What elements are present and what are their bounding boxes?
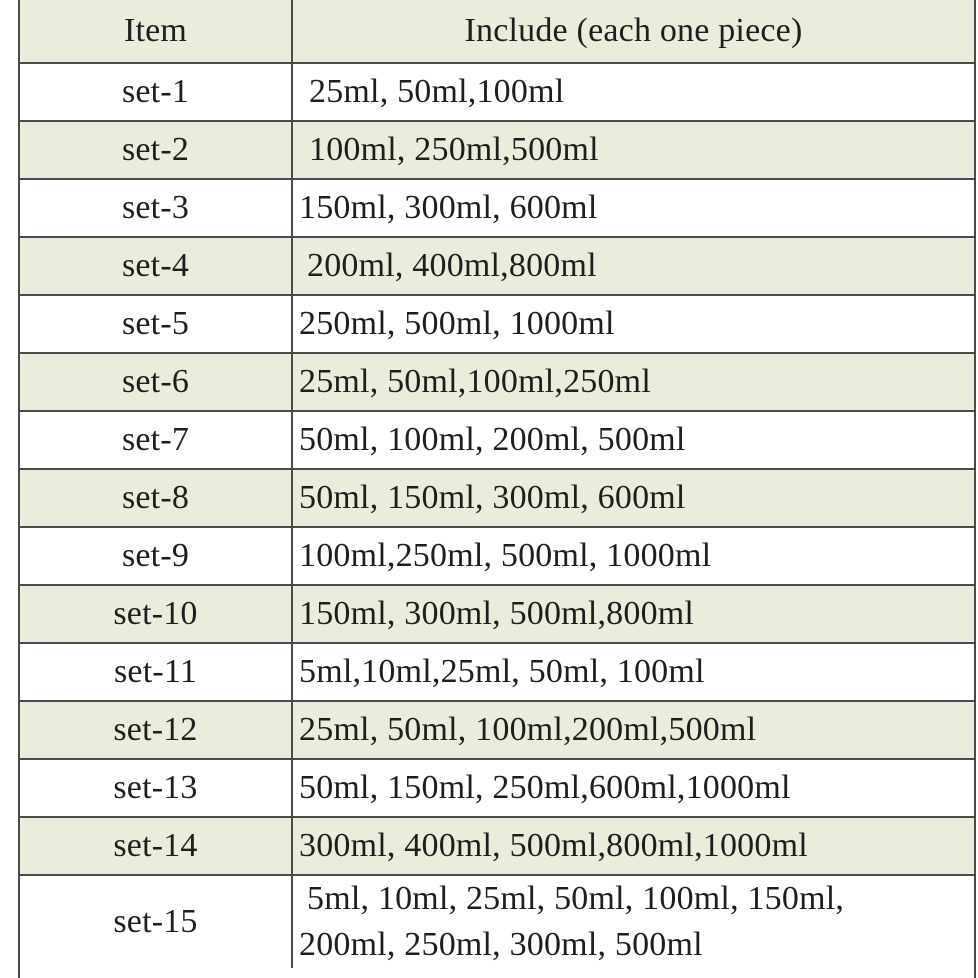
item-cell: set-13	[20, 759, 292, 817]
include-cell: 50ml, 150ml, 300ml, 600ml	[292, 469, 974, 527]
include-cell: 25ml, 50ml, 100ml,200ml,500ml	[292, 701, 974, 759]
table-row	[20, 701, 974, 759]
column-header-include: Include (each one piece)	[292, 0, 974, 63]
include-cell: 300ml, 400ml, 500ml,800ml,1000ml	[292, 817, 974, 875]
table-row	[20, 585, 974, 643]
table-row	[20, 817, 974, 875]
table-row	[20, 875, 974, 968]
product-set-table	[18, 0, 976, 978]
include-cell: 50ml, 100ml, 200ml, 500ml	[292, 411, 974, 469]
table-row	[20, 237, 974, 295]
table-row	[20, 63, 974, 121]
include-cell: 5ml,10ml,25ml, 50ml, 100ml	[292, 643, 974, 701]
include-cell: 50ml, 150ml, 250ml,600ml,1000ml	[292, 759, 974, 817]
item-cell: set-4	[20, 237, 292, 295]
table-row	[20, 121, 974, 179]
table-row	[20, 643, 974, 701]
table-row	[20, 295, 974, 353]
item-cell: set-7	[20, 411, 292, 469]
include-cell: 200ml, 400ml,800ml	[292, 237, 974, 295]
include-line: 5ml, 10ml, 25ml, 50ml, 100ml, 150ml,	[307, 880, 845, 917]
item-cell: set-6	[20, 353, 292, 411]
include-cell: 150ml, 300ml, 500ml,800ml	[292, 585, 974, 643]
item-cell: set-10	[20, 585, 292, 643]
item-cell: set-14	[20, 817, 292, 875]
include-cell: 25ml, 50ml,100ml,250ml	[292, 353, 974, 411]
table-row	[20, 179, 974, 237]
include-cell: 25ml, 50ml,100ml	[292, 63, 974, 121]
table-row	[20, 353, 974, 411]
include-line: 200ml, 250ml, 300ml, 500ml	[299, 926, 703, 963]
include-cell: 100ml,250ml, 500ml, 1000ml	[292, 527, 974, 585]
item-cell: set-15	[20, 875, 292, 968]
include-cell: 100ml, 250ml,500ml	[292, 121, 974, 179]
table-row	[20, 411, 974, 469]
include-cell: 250ml, 500ml, 1000ml	[292, 295, 974, 353]
header-row	[20, 0, 974, 63]
item-cell: set-12	[20, 701, 292, 759]
item-cell: set-8	[20, 469, 292, 527]
item-cell: set-5	[20, 295, 292, 353]
table-row	[20, 759, 974, 817]
include-cell: 150ml, 300ml, 600ml	[292, 179, 974, 237]
item-cell: set-11	[20, 643, 292, 701]
table-row	[20, 527, 974, 585]
item-cell: set-1	[20, 63, 292, 121]
item-cell: set-2	[20, 121, 292, 179]
item-cell: set-9	[20, 527, 292, 585]
item-cell: set-3	[20, 179, 292, 237]
table-row	[20, 469, 974, 527]
column-header-item: Item	[20, 0, 292, 63]
include-cell	[292, 875, 974, 968]
sets-table	[20, 0, 974, 968]
